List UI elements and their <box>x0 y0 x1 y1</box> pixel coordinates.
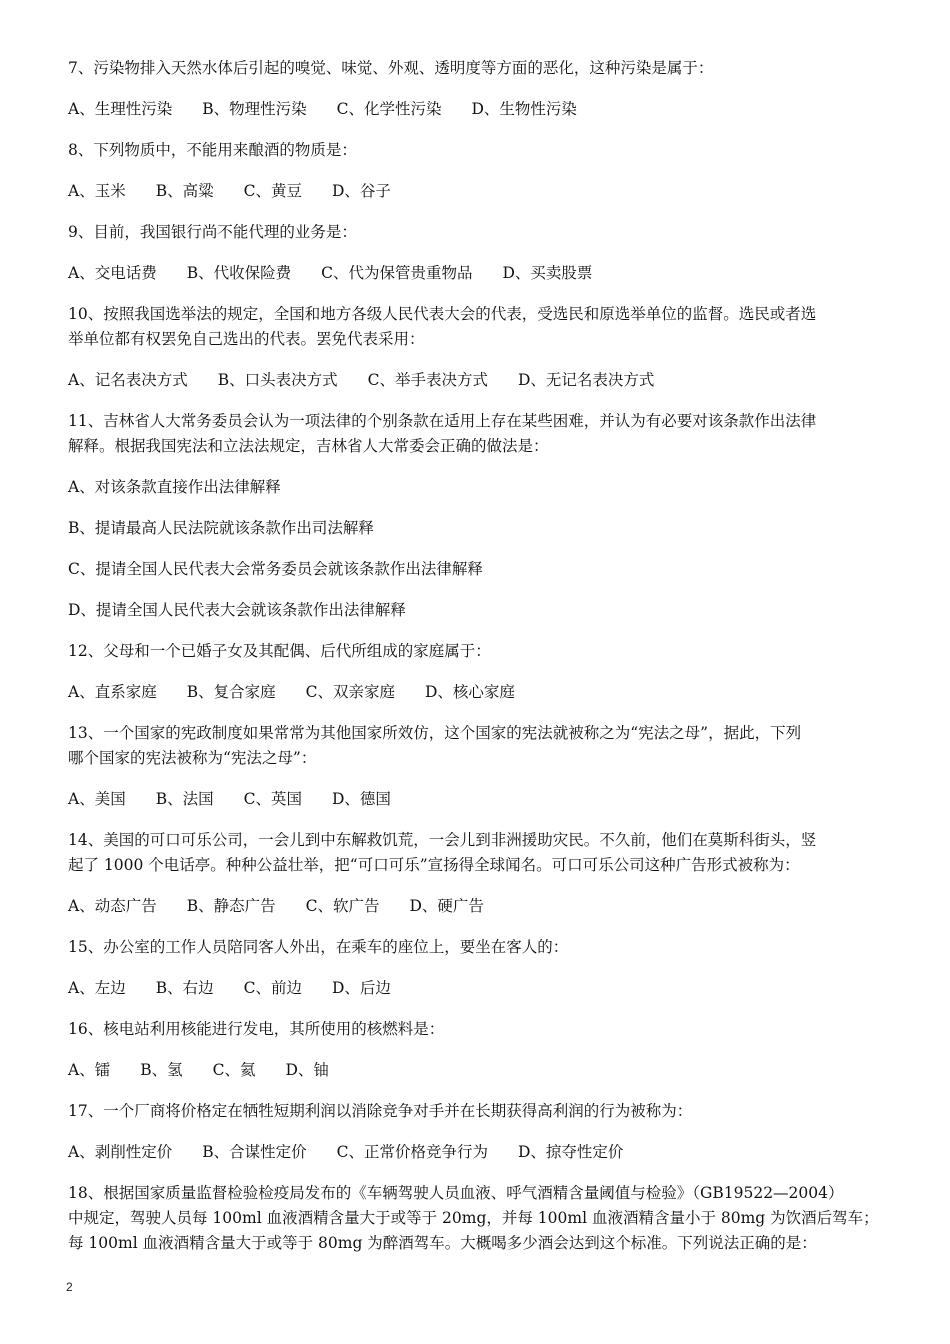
option-d: D、硬广告 <box>409 897 484 915</box>
question-8-text: 8、下列物质中，不能用来酿酒的物质是： <box>68 141 357 159</box>
option-b: B、合谋性定价 <box>202 1143 307 1161</box>
option-d: D、德国 <box>331 790 391 808</box>
question-11-option-a: A、对该条款直接作出法律解释 <box>68 478 281 496</box>
question-10-text-line-1: 10、按照我国选举法的规定，全国和地方各级人民代表大会的代表，受选民和原选举单位的监督。选民或者选 <box>68 305 817 323</box>
option-a: A、左边 <box>68 979 126 997</box>
question-14-text-line-1: 14、美国的可口可乐公司，一会儿到中东解救饥荒，一会儿到非洲援助灾民。不久前，他们在莫斯科街头，竖 <box>68 831 817 849</box>
option-d: D、无记名表决方式 <box>517 371 655 389</box>
option-c: C、代为保管贵重物品 <box>321 264 473 282</box>
question-11-option-c: C、提请全国人民代表大会常务委员会就该条款作出法律解释 <box>68 560 483 578</box>
option-c: C、双亲家庭 <box>305 683 395 701</box>
question-11-option-d: D、提请全国人民代表大会就该条款作出法律解释 <box>68 601 406 619</box>
question-8-options <box>68 181 888 201</box>
question-18-text-line-1: 18、根据国家质量监督检验检疫局发布的《车辆驾驶人员血液、呼气酒精含量阈值与检验》（GB19522—2004） <box>68 1184 844 1202</box>
option-c: C、化学性污染 <box>336 100 442 118</box>
option-b: B、右边 <box>155 979 214 997</box>
option-d: D、买卖股票 <box>502 264 593 282</box>
question-18-text-line-2: 中规定，驾驶人员每 100ml 血液酒精含量大于或等于 20mg，并每 100ml 血液酒精含量小于 80mg 为饮酒后驾车； <box>68 1209 879 1227</box>
option-a: A、直系家庭 <box>68 683 157 701</box>
question-16-options <box>68 1060 888 1080</box>
option-a: A、玉米 <box>68 182 126 200</box>
option-a: A、记名表决方式 <box>68 371 188 389</box>
option-a: A、剥削性定价 <box>68 1143 173 1161</box>
option-a: A、镭 <box>68 1061 111 1079</box>
question-7-options <box>68 99 888 119</box>
question-17-options <box>68 1142 888 1162</box>
question-18-text-line-3: 每 100ml 血液酒精含量大于或等于 80mg 为醉酒驾车。大概喝多少酒会达到这个标准。下列说法正确的是： <box>68 1234 817 1252</box>
question-13-text-line-1: 13、一个国家的宪政制度如果常常为其他国家所效仿，这个国家的宪法就被称之为“宪法之母”，据此，下列 <box>68 724 802 742</box>
option-a: A、美国 <box>68 790 126 808</box>
option-d: D、掠夺性定价 <box>517 1143 624 1161</box>
page-number: 2 <box>66 1280 73 1294</box>
option-d: D、生物性污染 <box>471 100 577 118</box>
question-10-options <box>68 370 888 390</box>
question-17-text: 17、一个厂商将价格定在牺牲短期利润以消除竞争对手并在长期获得高利润的行为被称为： <box>68 1102 693 1120</box>
option-c: C、软广告 <box>305 897 380 915</box>
question-13-options <box>68 789 888 809</box>
option-a: A、交电话费 <box>68 264 157 282</box>
option-b: B、高粱 <box>155 182 214 200</box>
option-c: C、举手表决方式 <box>367 371 488 389</box>
option-c: C、黄豆 <box>243 182 302 200</box>
option-d: D、谷子 <box>331 182 391 200</box>
option-d: D、后边 <box>331 979 391 997</box>
question-13-text-line-2: 哪个国家的宪法被称为“宪法之母”： <box>68 749 317 767</box>
question-12-text: 12、父母和一个已婚子女及其配偶、后代所组成的家庭属于： <box>68 642 491 660</box>
option-d: D、核心家庭 <box>424 683 515 701</box>
option-b: B、静态广告 <box>186 897 276 915</box>
question-12-options <box>68 682 888 702</box>
option-a: A、动态广告 <box>68 897 157 915</box>
question-11-text-line-1: 11、吉林省人大常务委员会认为一项法律的个别条款在适用上存在某些困难，并认为有必要对该条款作出法律 <box>68 412 817 430</box>
question-15-options <box>68 978 888 998</box>
question-15-text: 15、办公室的工作人员陪同客人外出，在乘车的座位上，要坐在客人的： <box>68 938 569 956</box>
question-16-text: 16、核电站利用核能进行发电，其所使用的核燃料是： <box>68 1020 445 1038</box>
option-d: D、铀 <box>285 1061 329 1079</box>
option-a: A、生理性污染 <box>68 100 173 118</box>
option-b: B、氢 <box>140 1061 183 1079</box>
option-b: B、复合家庭 <box>186 683 276 701</box>
option-c: C、氦 <box>212 1061 256 1079</box>
question-11-text-line-2: 解释。根据我国宪法和立法法规定，吉林省人大常委会正确的做法是： <box>68 437 549 455</box>
option-b: B、代收保险费 <box>186 264 292 282</box>
question-14-options <box>68 896 888 916</box>
question-9-text: 9、目前，我国银行尚不能代理的业务是： <box>68 223 357 241</box>
option-b: B、口头表决方式 <box>217 371 338 389</box>
question-14-text-line-2: 起了 1000 个电话亭。种种公益壮举，把“可口可乐”宣扬得全球闻名。可口可乐公司这种广告形式被称为： <box>68 856 800 874</box>
option-c: C、正常价格竞争行为 <box>336 1143 488 1161</box>
option-b: B、法国 <box>155 790 214 808</box>
option-c: C、前边 <box>243 979 302 997</box>
question-10-text-line-2: 举单位都有权罢免自己选出的代表。罢免代表采用： <box>68 330 425 348</box>
option-c: C、英国 <box>243 790 302 808</box>
question-7-text: 7、污染物排入天然水体后引起的嗅觉、味觉、外观、透明度等方面的恶化，这种污染是属于： <box>68 59 714 77</box>
question-11-option-b: B、提请最高人民法院就该条款作出司法解释 <box>68 519 374 537</box>
question-9-options <box>68 263 888 283</box>
option-b: B、物理性污染 <box>202 100 307 118</box>
